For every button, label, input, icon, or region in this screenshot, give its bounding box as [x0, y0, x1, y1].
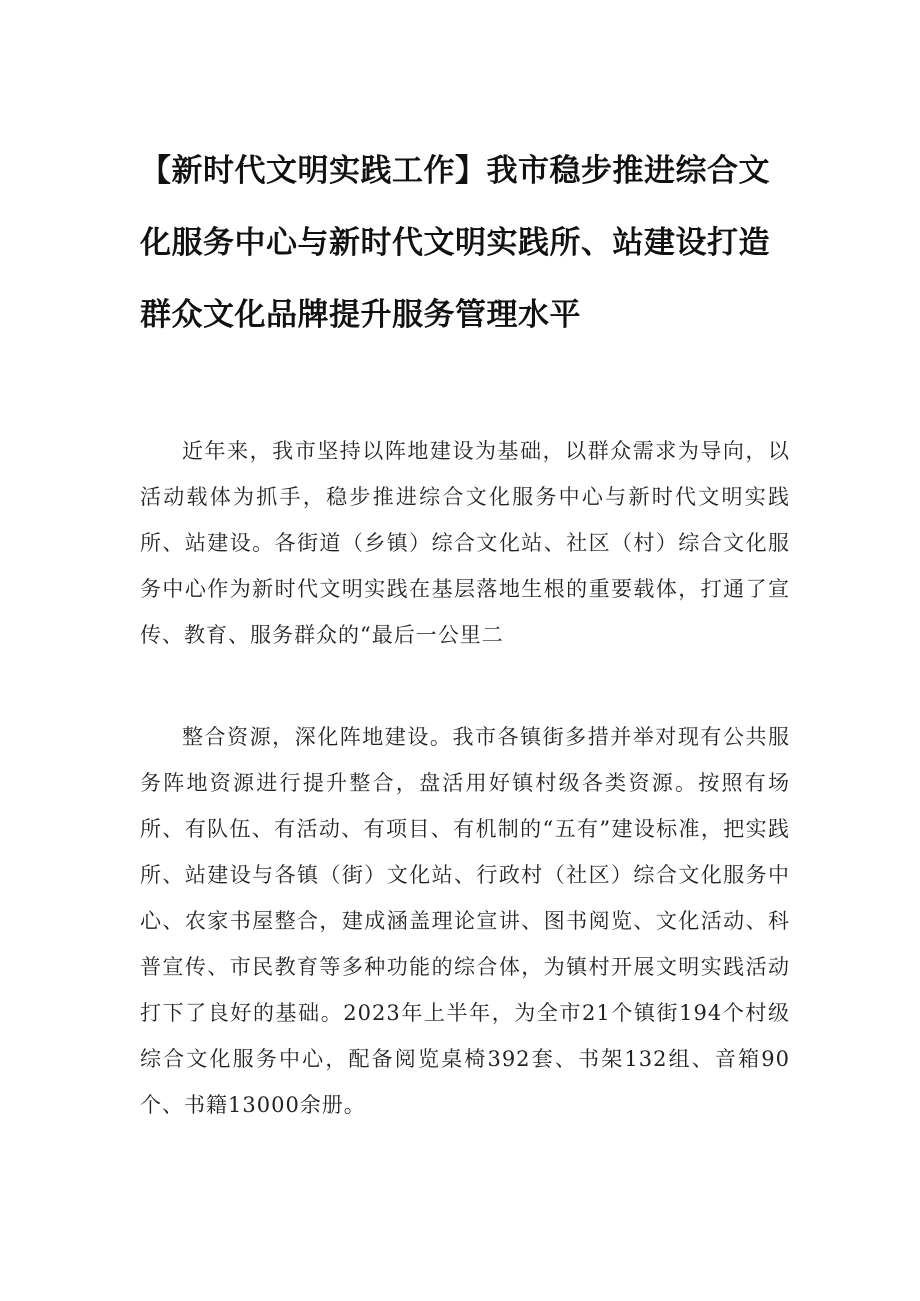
- document-title: 【新时代文明实践工作】我市稳步推进综合文化服务中心与新时代文明实践所、站建设打造群众文化品牌提升服务管理水平: [140, 153, 770, 333]
- paragraph-resource-integration: 整合资源，深化阵地建设。我市各镇街多措并举对现有公共服务阵地资源进行提升整合，盘活用好镇村级各类资源。按照有场所、有队伍、有活动、有项目、有机制的“五有”建设标准，把实践所、站建设与各镇（街）文化站、行政村（社区）综合文化服务中心、农家书屋整合，建成涵盖理论宣讲、图书阅览、文化活动、科普宣传、市民教育等多种功能的综合体，为镇村开展文明实践活动打下了良好的基础。2023年上半年，为全市21个镇街194个村级综合文化服务中心，配备阅览桌椅392套、书架132组、音箱90个、书籍13000余册。: [140, 725, 790, 1117]
- paragraph-intro: 近年来，我市坚持以阵地建设为基础，以群众需求为导向，以活动载体为抓手，稳步推进综合文化服务中心与新时代文明实践所、站建设。各街道（乡镇）综合文化站、社区（村）综合文化服务中心作为新时代文明实践在基层落地生根的重要载体，打通了宣传、教育、服务群众的“最后一公里二: [140, 439, 790, 647]
